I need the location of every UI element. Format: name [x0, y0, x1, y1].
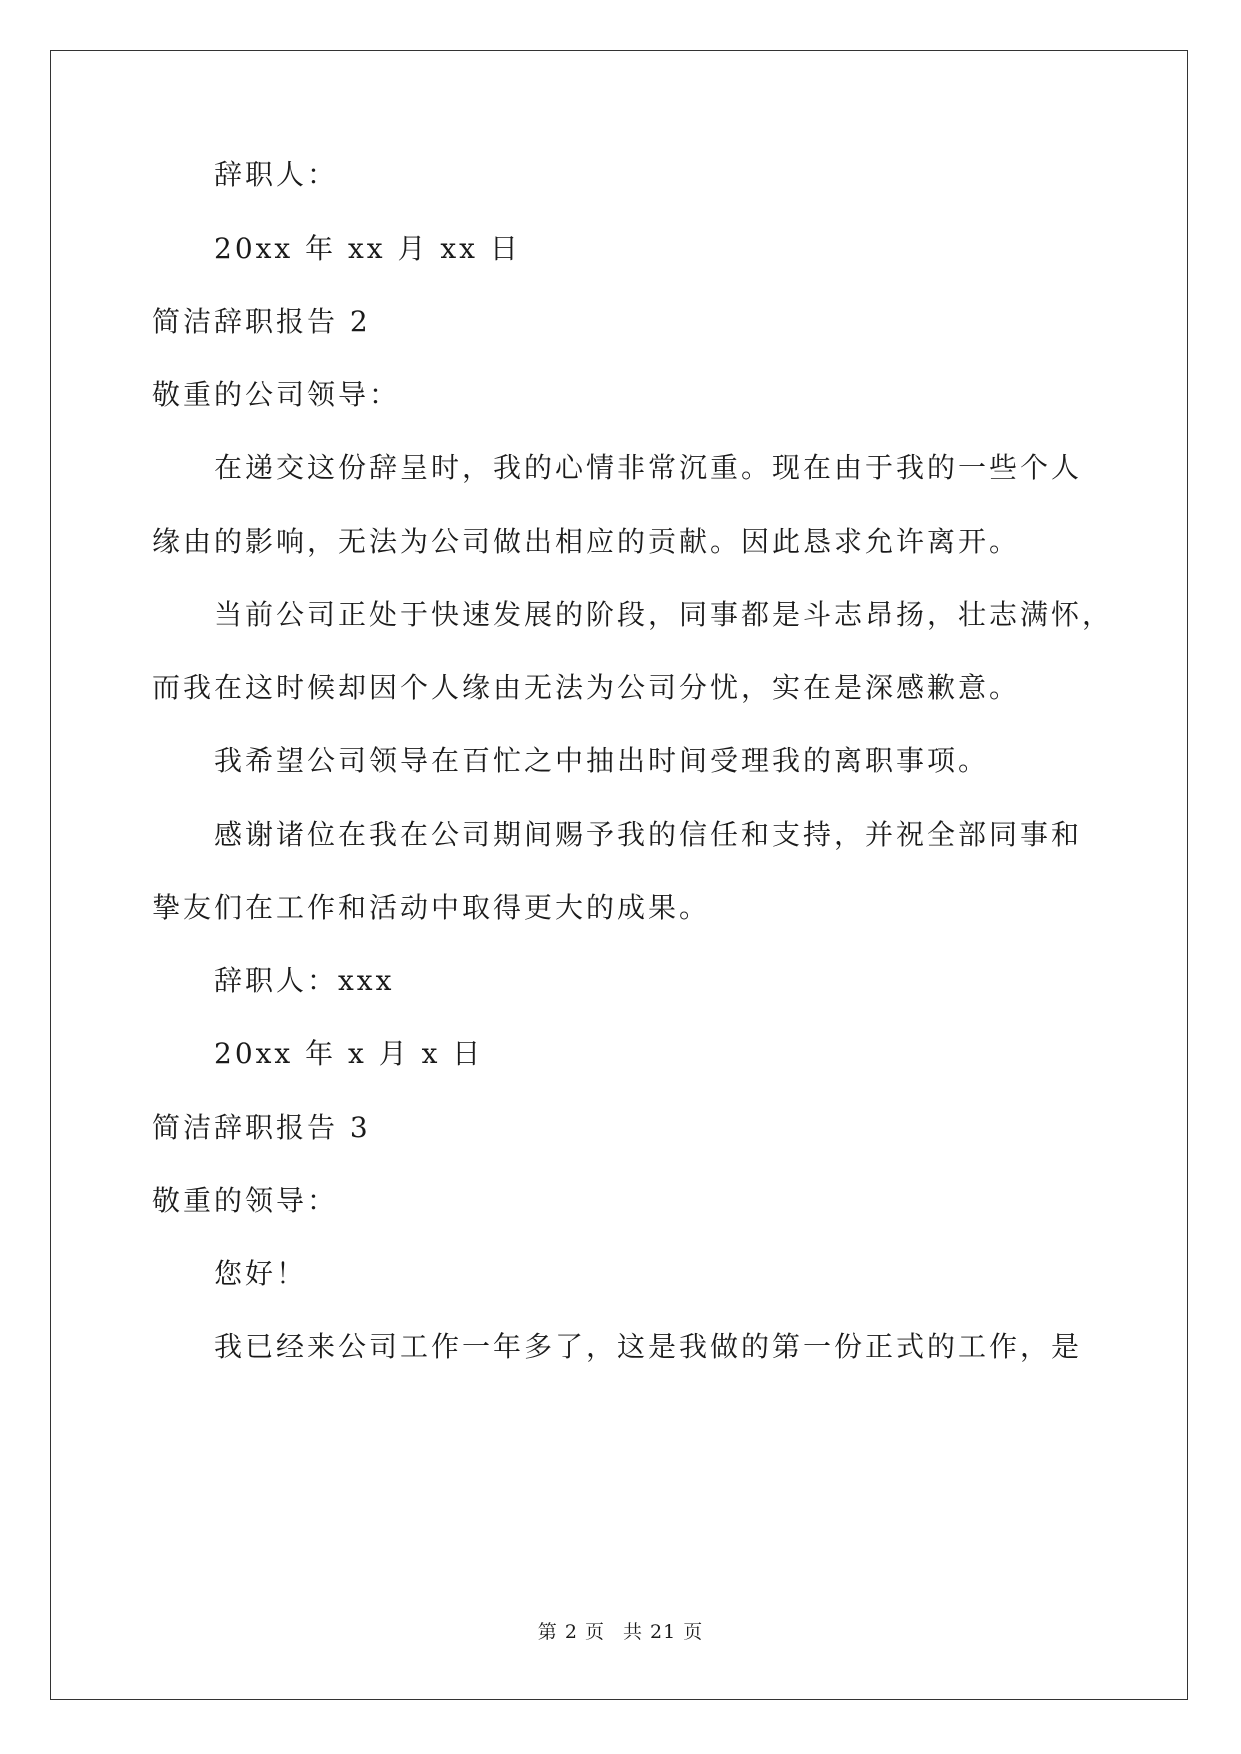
paragraph-line: 而我在这时候却因个人缘由无法为公司分忧，实在是深感歉意。	[152, 671, 1021, 704]
salutation: 敬重的领导：	[152, 1184, 339, 1217]
greeting: 您好！	[214, 1257, 308, 1290]
paragraph-line: 我希望公司领导在百忙之中抽出时间受理我的离职事项。	[214, 744, 990, 777]
page-border	[50, 50, 1188, 1700]
section-heading: 简洁辞职报告 2	[152, 305, 371, 338]
page-total: 共 21 页	[622, 1621, 704, 1643]
paragraph-line: 我已经来公司工作一年多了，这是我做的第一份正式的工作，是	[214, 1330, 1083, 1363]
page-footer	[0, 1620, 1241, 1644]
section-heading: 简洁辞职报告 3	[152, 1111, 371, 1144]
signature-label: 辞职人：	[214, 158, 339, 191]
salutation: 敬重的公司领导：	[152, 378, 401, 411]
paragraph-line: 缘由的影响，无法为公司做出相应的贡献。因此恳求允许离开。	[152, 525, 1021, 558]
paragraph-line: 挚友们在工作和活动中取得更大的成果。	[152, 891, 711, 924]
paragraph-line: 在递交这份辞呈时，我的心情非常沉重。现在由于我的一些个人	[214, 451, 1083, 484]
paragraph-line: 感谢诸位在我在公司期间赐予我的信任和支持，并祝全部同事和	[214, 818, 1083, 851]
paragraph-line: 当前公司正处于快速发展的阶段，同事都是斗志昂扬，壮志满怀，	[214, 598, 1114, 631]
date-line: 20xx 年 x 月 x 日	[214, 1037, 484, 1070]
page-number: 第 2 页	[537, 1621, 605, 1643]
signature-label: 辞职人：xxx	[214, 964, 395, 997]
date-line: 20xx 年 xx 月 xx 日	[214, 232, 521, 265]
